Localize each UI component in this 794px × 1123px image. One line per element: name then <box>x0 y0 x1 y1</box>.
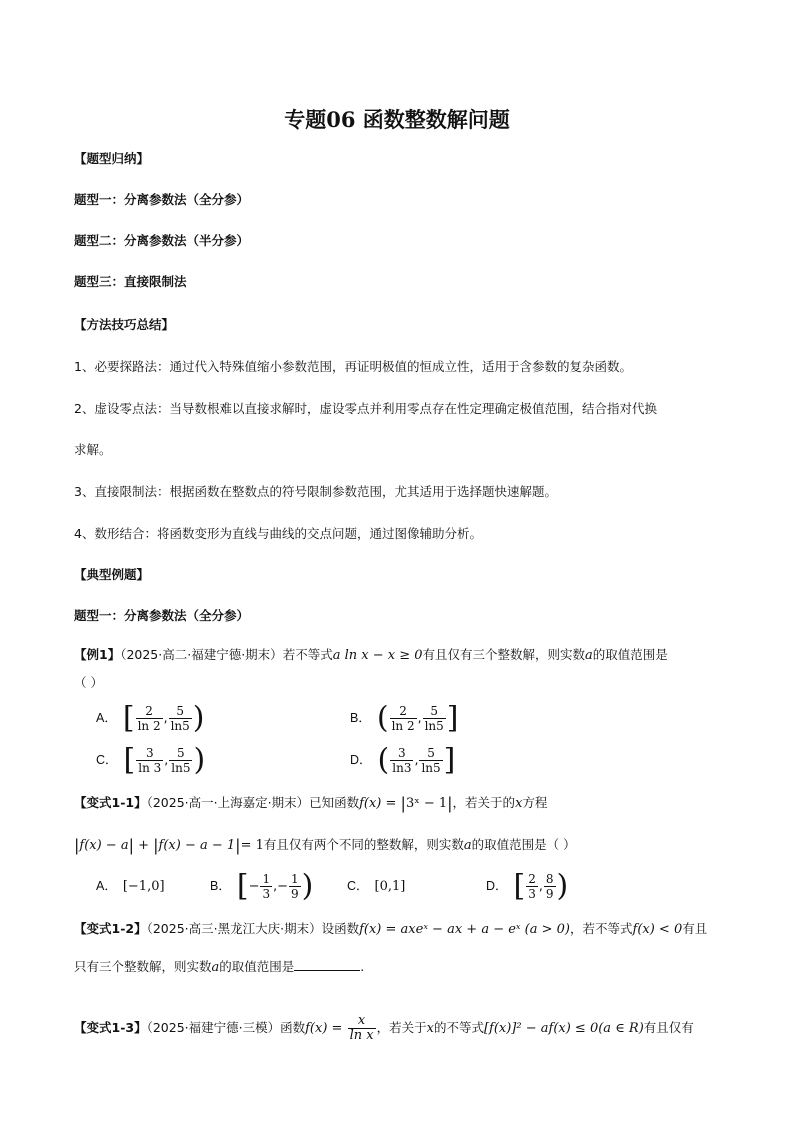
variant-1-3-inequality: [f(x)]² − af(x) ≤ 0(a ∈ R) <box>483 1021 644 1036</box>
example-1-stem: 【例1】（2025·高二·福建宁德·期末）若不等式a ln x − x ≥ 0有且仅有三个整数解，则实数a的取值范围是 <box>74 647 668 663</box>
variant-1-1-option-b[interactable]: B． [− $\frac{1}{3}$ ,− $\frac{1}{9}$ ) <box>210 868 314 904</box>
variant-1-2-stem: 【变式1-2】（2025·高三·黑龙江大庆·期末）设函数f(x) = axeˣ − ax + a − eˣ (a > 0)，若不等式f(x) < 0有且 <box>74 921 708 937</box>
variant-1-2-tag: 【变式1-2】 <box>74 921 147 936</box>
variant-1-1-equation-line: |f(x) − a| + |f(x) − a − 1|= 1有且仅有两个不同的整数解，则实数a的取值范围是（ ） <box>74 835 576 855</box>
example-1-option-c[interactable]: C． [ $\frac{3}{\ln 3}$ , $\frac{5}{\ln 5}$ ) <box>96 742 206 778</box>
variant-1-1-option-d[interactable]: D． [ $\frac{2}{3}$ , $\frac{8}{9}$ ) <box>486 868 569 904</box>
method-3: 3、直接限制法：根据函数在整数点的符号限制参数范围，尤其适用于选择题快速解题。 <box>74 484 557 499</box>
section-methods-heading: 【方法技巧总结】 <box>74 317 175 332</box>
page-title: 专题06 函数整数解问题 <box>284 107 510 132</box>
answer-blank[interactable] <box>294 958 360 971</box>
example-1-option-b[interactable]: B． ( $\frac{2}{\ln 2}$ , $\frac{5}{\ln 5}$ ] <box>350 700 459 736</box>
variant-1-3-stem: 【变式1-3】（2025·福建宁德·三模）函数f(x) = $\frac{x}{\text{ln x}}$ ，若关于x的不等式[f(x)]² − af(x) ≤ 0(a ∈ R)有且仅有 <box>74 1013 694 1043</box>
section-examples-heading: 【典型例题】 <box>74 567 150 582</box>
example-1-paren: （ ） <box>74 675 103 690</box>
variant-1-1-option-c[interactable]: C． [0,1] <box>347 879 406 894</box>
example-1-source: （2025·高二·福建宁德·期末） <box>120 647 283 662</box>
variant-1-1-stem: 【变式1-1】（2025·高一·上海嘉定·期末）已知函数f(x) = |3ˣ − 1|，若关于的x方程 <box>74 793 548 813</box>
type-item-2: 题型二：分离参数法（半分参） <box>74 233 250 248</box>
variant-1-3-tag: 【变式1-3】 <box>74 1020 147 1035</box>
type-one-heading: 题型一：分离参数法（全分参） <box>74 608 250 623</box>
variant-1-1-func-abs: 3ˣ − 1 <box>405 796 448 811</box>
method-2: 2、虚设零点法：当导数根难以直接求解时，虚设零点并利用零点存在性定理确定极值范围，结合指对代换 <box>74 401 657 416</box>
variant-1-1-option-a[interactable]: A． [−1,0] <box>96 879 165 894</box>
variant-1-2-stem-cont: 只有三个整数解，则实数a的取值范围是 . <box>74 959 365 975</box>
method-2-cont: 求解。 <box>74 442 112 457</box>
example-1-tag: 【例1】 <box>74 647 121 662</box>
type-item-3: 题型三：直接限制法 <box>74 274 187 289</box>
variant-1-2-formula: f(x) = axeˣ − ax + a − eˣ (a > 0) <box>359 922 570 937</box>
type-item-1: 题型一：分离参数法（全分参） <box>74 192 250 207</box>
method-1: 1、必要探路法：通过代入特殊值缩小参数范围，再证明极值的恒成立性，适用于含参数的复杂函数。 <box>74 359 632 374</box>
variant-1-1-tag: 【变式1-1】 <box>74 795 147 810</box>
section-types-heading: 【题型归纳】 <box>74 151 150 166</box>
method-4: 4、数形结合：将函数变形为直线与曲线的交点问题，通过图像辅助分析。 <box>74 526 482 541</box>
example-1-formula: a ln x − x ≥ 0 <box>332 648 423 663</box>
example-1-option-a[interactable]: A． [ $\frac{2}{\ln 2}$ , $\frac{5}{\ln 5}$ ) <box>96 700 205 736</box>
example-1-option-d[interactable]: D． ( $\frac{3}{\ln 3}$ , $\frac{5}{\ln 5}$ ] <box>350 742 456 778</box>
